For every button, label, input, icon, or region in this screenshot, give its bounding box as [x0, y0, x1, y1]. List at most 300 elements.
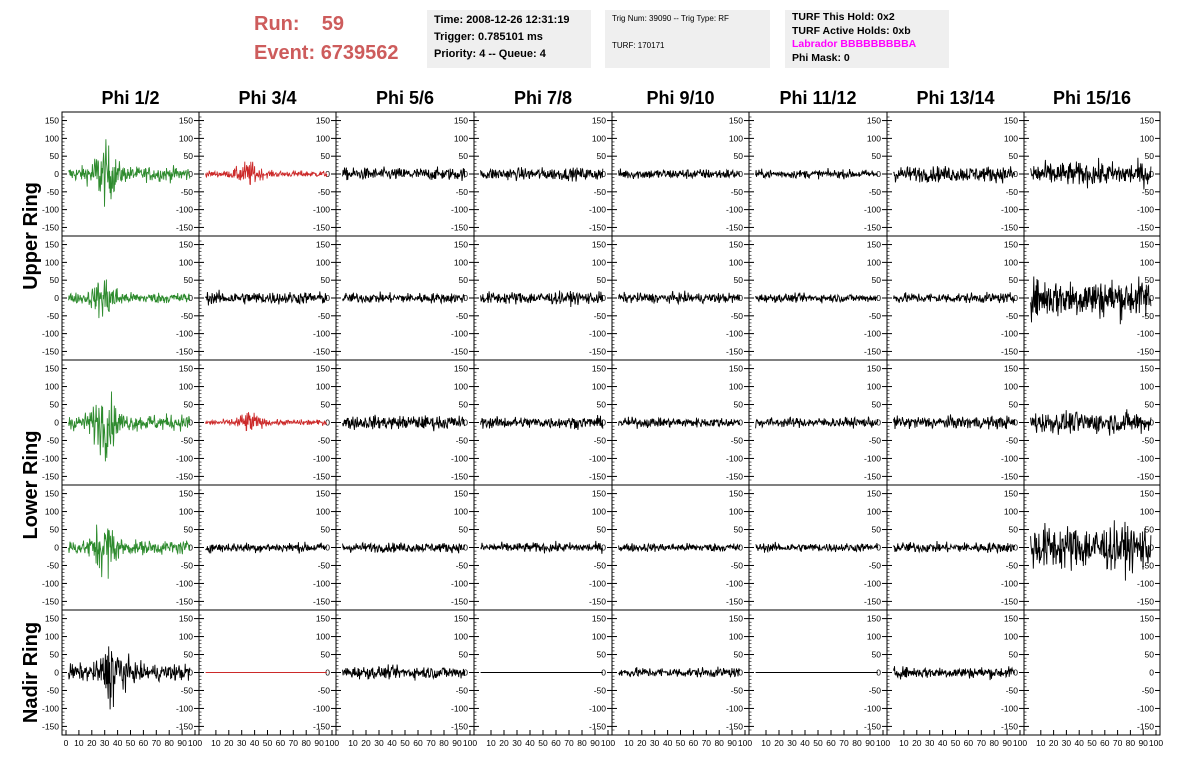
trigger-text: Trigger: 0.785101 ms [434, 31, 543, 43]
x-tick-label: 90 [590, 738, 600, 748]
y-tick-label: 150 [728, 363, 743, 374]
y-tick-label: -50 [46, 310, 59, 321]
y-tick-label: -150 [725, 596, 743, 607]
y-tick-label: 100 [728, 257, 743, 268]
row-label: Lower Ring [20, 430, 42, 540]
y-tick-label: -100 [312, 328, 330, 339]
y-tick-label: 100 [728, 506, 743, 517]
y-tick-label: -150 [312, 596, 330, 607]
waveform-trace [69, 646, 190, 709]
y-tick-label: -150 [588, 222, 606, 233]
y-tick-label: -50 [455, 310, 468, 321]
y-tick-label: 50 [733, 649, 743, 660]
y-tick-label: -100 [588, 578, 606, 589]
y-tick-label: -100 [175, 578, 193, 589]
y-tick-label: 50 [1008, 399, 1018, 410]
x-tick-label: 20 [87, 738, 97, 748]
y-tick-label: 0 [601, 169, 606, 179]
y-tick-label: -100 [588, 703, 606, 714]
y-tick-label: -100 [1136, 453, 1154, 464]
waveform-trace [1031, 520, 1151, 580]
y-tick-label: -100 [725, 328, 743, 339]
y-tick-label: -50 [46, 435, 59, 446]
y-tick-label: 0 [601, 542, 606, 553]
y-tick-label: 50 [733, 524, 743, 535]
x-tick-label: 50 [1087, 738, 1097, 748]
y-tick-label: -150 [1000, 346, 1018, 357]
y-tick-label: 150 [866, 115, 881, 126]
y-tick-label: 50 [49, 151, 59, 162]
y-tick-label: 50 [183, 399, 193, 410]
y-tick-label: 150 [44, 115, 59, 126]
phi-mask-text: Phi Mask: 0 [792, 51, 850, 64]
y-tick-label: -50 [317, 435, 330, 446]
x-tick-label: 90 [727, 738, 737, 748]
y-tick-label: 50 [1144, 275, 1154, 286]
x-tick-label: 40 [112, 738, 123, 748]
waveform-trace [1031, 158, 1151, 190]
y-tick-label: -100 [41, 703, 59, 714]
x-tick-label: 80 [714, 738, 724, 748]
y-tick-label: 100 [178, 631, 193, 642]
y-tick-label: 100 [728, 133, 743, 144]
y-tick-label: 150 [44, 613, 59, 624]
waveform-trace [343, 664, 465, 680]
y-tick-label: -100 [41, 328, 59, 339]
y-tick-label: -100 [175, 204, 193, 215]
y-tick-label: 150 [1139, 363, 1154, 374]
y-tick-label: 0 [876, 417, 881, 428]
y-tick-label: 0 [463, 293, 468, 303]
y-tick-label: -100 [312, 578, 330, 589]
waveform-trace [481, 167, 603, 181]
waveform-trace [756, 417, 878, 429]
x-tick-label: 80 [301, 738, 311, 748]
y-tick-label: -150 [1136, 721, 1154, 732]
y-tick-label: 100 [591, 257, 606, 268]
y-tick-label: 150 [453, 363, 468, 374]
y-tick-label: 100 [178, 257, 193, 268]
y-tick-label: -50 [868, 310, 881, 321]
y-tick-label: 0 [54, 293, 59, 303]
y-tick-label: 0 [54, 667, 59, 678]
y-tick-label: -100 [312, 204, 330, 215]
x-tick-label: 80 [164, 738, 174, 748]
x-tick-label: 30 [99, 738, 110, 748]
y-tick-label: 0 [601, 417, 606, 428]
y-tick-label: 150 [315, 613, 330, 624]
y-tick-label: 150 [453, 115, 468, 126]
row-label: Upper Ring [20, 182, 42, 290]
column-header: Phi 3/4 [238, 88, 297, 108]
y-tick-label: 0 [325, 417, 330, 428]
y-tick-label: -150 [175, 471, 193, 482]
y-tick-label: 100 [866, 381, 881, 392]
y-tick-label: -100 [450, 453, 468, 464]
column-header: Phi 13/14 [916, 88, 995, 108]
waveform-trace [69, 392, 190, 462]
y-tick-label: -150 [1136, 596, 1154, 607]
y-tick-label: -150 [450, 471, 468, 482]
y-tick-label: -150 [450, 222, 468, 233]
x-tick-label: 50 [125, 738, 136, 748]
x-tick-label: 60 [688, 738, 699, 748]
y-tick-label: 0 [325, 169, 330, 179]
y-tick-label: -150 [863, 346, 881, 357]
panel-frame [1024, 610, 1160, 735]
x-tick-label: 10 [624, 738, 634, 748]
y-tick-label: 50 [320, 151, 330, 162]
y-tick-label: -150 [725, 222, 743, 233]
y-tick-label: 50 [871, 649, 881, 660]
column-header: Phi 5/6 [375, 88, 435, 108]
trig-text: Trig Num: 39090 -- Trig Type: RF [612, 14, 729, 23]
row-label: Nadir Ring [20, 621, 42, 724]
x-tick-label: 80 [1125, 738, 1136, 748]
y-tick-label: 0 [188, 417, 193, 428]
x-tick-label: 90 [314, 738, 324, 748]
x-tick-label: 40 [937, 738, 948, 748]
y-tick-label: 50 [733, 399, 743, 410]
y-tick-label: 150 [591, 363, 606, 374]
y-tick-label: 0 [1013, 417, 1018, 428]
y-tick-label: -50 [455, 560, 468, 571]
x-tick-label: 80 [439, 738, 449, 748]
x-tick-label: 60 [826, 738, 836, 748]
y-tick-label: 150 [178, 613, 193, 624]
y-tick-label: 50 [320, 524, 330, 535]
x-tick-label: 20 [637, 738, 647, 748]
y-tick-label: 150 [178, 239, 193, 250]
y-tick-label: 0 [54, 417, 59, 428]
y-tick-label: 150 [866, 488, 881, 499]
y-tick-label: 100 [453, 133, 468, 144]
y-tick-label: -50 [593, 560, 606, 571]
y-tick-label: -150 [41, 346, 59, 357]
x-tick-label: 100 [462, 738, 478, 748]
waveform-trace [619, 291, 740, 304]
y-tick-label: 50 [1008, 275, 1018, 286]
y-tick-label: 50 [458, 524, 468, 535]
y-tick-label: 100 [315, 381, 330, 392]
y-tick-label: -150 [175, 721, 193, 732]
x-tick-label: 100 [600, 738, 616, 748]
y-tick-label: 150 [315, 115, 330, 126]
y-tick-label: -50 [180, 685, 193, 696]
y-tick-label: 50 [183, 649, 193, 660]
y-tick-label: 100 [44, 506, 59, 517]
x-tick-label: 90 [177, 738, 187, 748]
y-tick-label: 150 [1139, 613, 1154, 624]
y-tick-label: 50 [1008, 649, 1018, 660]
y-tick-label: 0 [1149, 169, 1154, 179]
x-tick-label: 10 [486, 738, 496, 748]
x-tick-label: 30 [236, 738, 247, 748]
y-tick-label: 50 [458, 151, 468, 162]
y-tick-label: -100 [41, 578, 59, 589]
y-tick-label: 0 [325, 293, 330, 303]
y-tick-label: 100 [591, 506, 606, 517]
x-tick-label: 20 [912, 738, 922, 748]
y-tick-label: -100 [450, 328, 468, 339]
y-tick-label: 0 [1149, 293, 1154, 303]
y-tick-label: -100 [725, 703, 743, 714]
y-tick-label: -150 [1136, 346, 1154, 357]
event-value: 6739562 [320, 42, 399, 64]
y-tick-label: 150 [591, 239, 606, 250]
y-tick-label: 0 [601, 293, 606, 303]
y-tick-label: 150 [453, 239, 468, 250]
x-tick-label: 90 [1002, 738, 1012, 748]
y-tick-label: -50 [1141, 685, 1154, 696]
y-tick-label: -100 [1136, 328, 1154, 339]
y-tick-label: 50 [183, 524, 193, 535]
y-tick-label: -100 [1000, 703, 1018, 714]
y-tick-label: 50 [1144, 399, 1154, 410]
y-tick-label: 100 [453, 257, 468, 268]
y-tick-label: 150 [866, 363, 881, 374]
y-tick-label: 50 [596, 649, 606, 660]
y-tick-label: 100 [315, 257, 330, 268]
y-tick-label: -150 [41, 222, 59, 233]
x-tick-label: 70 [839, 738, 849, 748]
y-tick-label: -50 [868, 435, 881, 446]
x-tick-label: 80 [852, 738, 862, 748]
y-tick-label: -150 [312, 222, 330, 233]
waveform-trace [69, 280, 190, 319]
y-tick-label: 50 [596, 151, 606, 162]
y-tick-label: 100 [44, 257, 59, 268]
y-tick-label: 150 [591, 115, 606, 126]
y-tick-label: -100 [1000, 453, 1018, 464]
x-tick-label: 30 [1061, 738, 1072, 748]
y-tick-label: 100 [866, 506, 881, 517]
event-label: Event: [254, 42, 316, 64]
y-tick-label: 0 [738, 169, 743, 179]
waveform-trace [481, 541, 603, 554]
x-tick-label: 20 [224, 738, 234, 748]
y-tick-label: 100 [591, 381, 606, 392]
x-tick-label: 90 [865, 738, 875, 748]
y-tick-label: -100 [863, 328, 881, 339]
x-tick-label: 70 [288, 738, 299, 748]
x-tick-label: 10 [899, 738, 909, 748]
y-tick-label: 0 [188, 293, 193, 303]
y-tick-label: 100 [1003, 257, 1018, 268]
y-tick-label: 50 [1144, 649, 1154, 660]
waveform-trace [619, 417, 740, 429]
y-tick-label: -50 [455, 435, 468, 446]
y-tick-label: -100 [863, 453, 881, 464]
y-tick-label: -150 [1000, 471, 1018, 482]
y-tick-label: -100 [312, 703, 330, 714]
y-tick-label: 0 [188, 667, 193, 678]
y-tick-label: 50 [871, 151, 881, 162]
y-tick-label: -100 [725, 578, 743, 589]
x-tick-label: 80 [989, 738, 999, 748]
y-tick-label: -100 [725, 204, 743, 215]
y-tick-label: -100 [1000, 578, 1018, 589]
waveform-trace [206, 542, 327, 554]
y-tick-label: 50 [871, 399, 881, 410]
x-tick-label: 30 [787, 738, 797, 748]
y-tick-label: -150 [312, 721, 330, 732]
y-tick-label: -150 [175, 596, 193, 607]
x-tick-label: 0 [63, 738, 69, 748]
y-tick-label: -100 [1136, 578, 1154, 589]
y-tick-label: -50 [593, 310, 606, 321]
y-tick-label: -150 [41, 596, 59, 607]
y-tick-label: -100 [1136, 703, 1154, 714]
y-tick-label: -50 [593, 186, 606, 197]
waveform-trace [619, 543, 740, 552]
y-tick-label: -150 [863, 222, 881, 233]
x-tick-label: 60 [275, 738, 286, 748]
y-tick-label: -50 [46, 186, 59, 197]
y-tick-label: -50 [455, 186, 468, 197]
y-tick-label: -150 [450, 596, 468, 607]
x-tick-label: 100 [324, 738, 340, 748]
waveform-trace [894, 292, 1015, 303]
y-tick-label: 100 [866, 133, 881, 144]
y-tick-label: 50 [458, 275, 468, 286]
y-tick-label: -50 [593, 685, 606, 696]
x-tick-label: 70 [564, 738, 574, 748]
y-tick-label: -50 [317, 685, 330, 696]
y-tick-label: 0 [463, 667, 468, 678]
x-tick-label: 50 [538, 738, 548, 748]
x-tick-label: 80 [577, 738, 587, 748]
y-tick-label: 0 [1149, 542, 1154, 553]
y-tick-label: -100 [1000, 328, 1018, 339]
y-tick-label: 50 [1008, 151, 1018, 162]
y-tick-label: 50 [320, 275, 330, 286]
y-tick-label: -100 [175, 328, 193, 339]
x-tick-label: 20 [499, 738, 509, 748]
y-tick-label: 100 [178, 133, 193, 144]
x-tick-label: 40 [525, 738, 535, 748]
y-tick-label: -100 [863, 703, 881, 714]
y-tick-label: -100 [450, 703, 468, 714]
y-tick-label: 0 [463, 542, 468, 553]
x-tick-label: 40 [249, 738, 260, 748]
y-tick-label: 50 [458, 649, 468, 660]
y-tick-label: 100 [453, 381, 468, 392]
y-tick-label: 150 [1003, 613, 1018, 624]
waveform-trace [343, 415, 465, 431]
x-tick-label: 90 [1138, 738, 1148, 748]
y-tick-label: -150 [450, 346, 468, 357]
y-tick-label: 100 [315, 506, 330, 517]
x-tick-label: 20 [1048, 738, 1059, 748]
y-tick-label: 0 [54, 169, 59, 179]
y-tick-label: 150 [728, 239, 743, 250]
x-tick-label: 60 [551, 738, 561, 748]
x-tick-label: 50 [262, 738, 273, 748]
y-tick-label: 100 [591, 133, 606, 144]
waveform-trace [206, 412, 327, 430]
y-tick-label: -50 [1141, 186, 1154, 197]
y-tick-label: -100 [588, 328, 606, 339]
waveform-trace [619, 169, 740, 179]
y-tick-label: 0 [738, 667, 743, 678]
y-tick-label: -50 [868, 685, 881, 696]
y-tick-label: -50 [1141, 435, 1154, 446]
y-tick-label: 150 [315, 488, 330, 499]
y-tick-label: 0 [463, 417, 468, 428]
y-tick-label: -100 [725, 453, 743, 464]
y-tick-label: 50 [871, 524, 881, 535]
y-tick-label: 100 [1139, 631, 1154, 642]
priority-text: Priority: 4 -- Queue: 4 [434, 48, 546, 60]
y-tick-label: 50 [596, 399, 606, 410]
y-tick-label: 100 [1139, 257, 1154, 268]
y-tick-label: -50 [1141, 560, 1154, 571]
y-tick-label: 100 [315, 133, 330, 144]
column-header: Phi 15/16 [1052, 88, 1132, 108]
y-tick-label: 100 [866, 257, 881, 268]
y-tick-label: -150 [725, 471, 743, 482]
y-tick-label: -50 [46, 560, 59, 571]
waveform-trace [69, 525, 190, 579]
y-tick-label: 150 [178, 488, 193, 499]
x-tick-label: 100 [737, 738, 753, 748]
y-tick-label: -100 [1000, 204, 1018, 215]
y-tick-label: 100 [591, 631, 606, 642]
y-tick-label: -100 [588, 453, 606, 464]
y-tick-label: 50 [458, 399, 468, 410]
y-tick-label: -150 [588, 346, 606, 357]
y-tick-label: 50 [49, 399, 59, 410]
y-tick-label: -50 [46, 685, 59, 696]
y-tick-label: 100 [1003, 631, 1018, 642]
y-tick-label: -150 [1136, 471, 1154, 482]
y-tick-label: -100 [863, 204, 881, 215]
y-tick-label: -150 [41, 471, 59, 482]
y-tick-label: 100 [1003, 506, 1018, 517]
y-tick-label: 50 [320, 399, 330, 410]
waveform-trace [69, 139, 190, 207]
y-tick-label: 100 [453, 631, 468, 642]
y-tick-label: -150 [1000, 721, 1018, 732]
y-tick-label: 0 [1013, 542, 1018, 553]
x-tick-label: 60 [413, 738, 423, 748]
y-tick-label: 150 [453, 613, 468, 624]
y-tick-label: 100 [1003, 381, 1018, 392]
y-tick-label: 100 [1139, 133, 1154, 144]
x-tick-label: 70 [1112, 738, 1123, 748]
y-tick-label: -50 [1005, 186, 1018, 197]
y-tick-label: 100 [44, 133, 59, 144]
y-tick-label: 0 [1149, 417, 1154, 428]
run-label: Run: [254, 13, 300, 35]
y-tick-label: 50 [1144, 524, 1154, 535]
waveform-trace [894, 541, 1015, 553]
y-tick-label: 0 [188, 542, 193, 553]
x-tick-label: 30 [512, 738, 522, 748]
waveform-trace [343, 292, 465, 304]
y-tick-label: 100 [728, 381, 743, 392]
y-tick-label: -50 [180, 560, 193, 571]
y-tick-label: -100 [175, 703, 193, 714]
y-tick-label: 0 [876, 667, 881, 678]
y-tick-label: 150 [591, 488, 606, 499]
y-tick-label: 0 [325, 667, 330, 678]
y-tick-label: 100 [1003, 133, 1018, 144]
y-tick-label: 150 [1003, 239, 1018, 250]
y-tick-label: 150 [591, 613, 606, 624]
y-tick-label: -150 [312, 471, 330, 482]
